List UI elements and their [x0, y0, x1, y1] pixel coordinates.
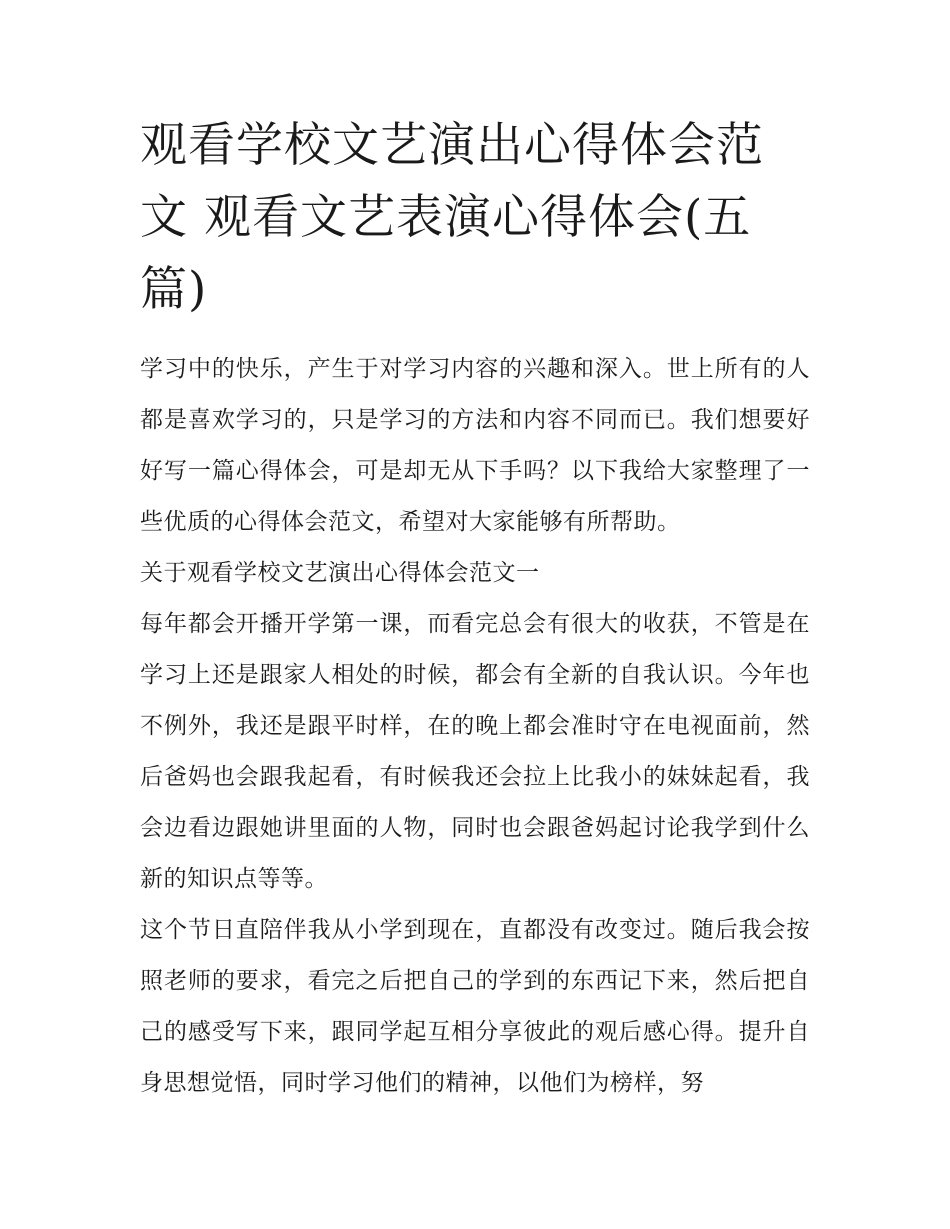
intro-paragraph: 学习中的快乐，产生于对学习内容的兴趣和深入。世上所有的人都是喜欢学习的，只是学习的方法和内容不同而已。我们想要好好写一篇心得体会，可是却无从下手吗？以下我给大家整理了一些优质的心得体会范文，希望对大家能够有所帮助。 [140, 356, 810, 535]
document-title: 观看学校文艺演出心得体会范文 观看文艺表演心得体会(五篇) [140, 118, 764, 317]
body-paragraph: 每年都会开播开学第一课，而看完总会有很大的收获，不管是在学习上还是跟家人相处的时候，都会有全新的自我认识。今年也不例外，我还是跟平时样，在的晚上都会准时守在电视面前，然后爸妈也会跟我起看，有时候我还会拉上比我小的妹妹起看，我会边看边跟她讲里面的人物，同时也会跟爸妈起讨论我学到什么新的知识点等等。 [140, 611, 810, 892]
body-paragraph: 这个节日直陪伴我从小学到现在，直都没有改变过。随后我会按照老师的要求，看完之后把自己的学到的东西记下来，然后把自己的感受写下来，跟同学起互相分享彼此的观后感心得。提升自身思想觉悟，同时学习他们的精神，以他们为榜样，努 [140, 917, 810, 1096]
section-heading: 关于观看学校文艺演出心得体会范文一 [140, 560, 540, 586]
